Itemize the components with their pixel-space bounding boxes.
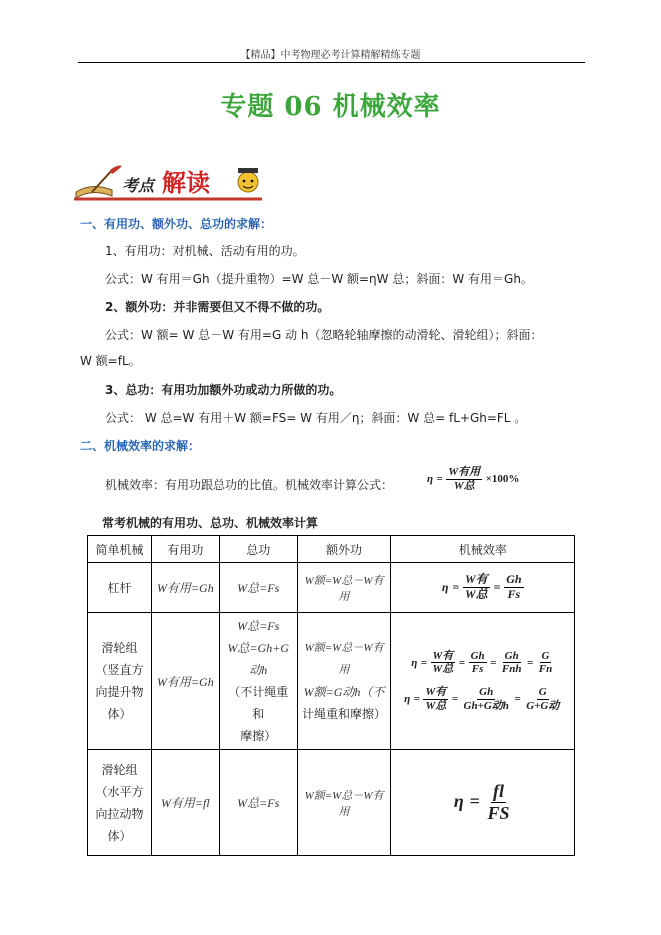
cell-line: W额=G动h（不: [303, 685, 385, 699]
eff-num: W有: [425, 686, 447, 698]
eff-den: W总: [432, 663, 454, 676]
fraction-numerator: W有用: [448, 466, 481, 478]
banner-part2: 解读: [162, 168, 210, 197]
table-row: [88, 563, 575, 613]
table-header-row: [88, 536, 575, 563]
extra-work-cell: W额=W总－W有用: [297, 750, 391, 856]
eff-num: Gh: [506, 572, 522, 587]
eff-fraction: [486, 781, 512, 823]
eta-symbol: η: [427, 473, 434, 486]
header-cell: 简单机械: [88, 536, 152, 563]
eff-den: W总: [465, 587, 488, 601]
eff-token: =: [420, 656, 428, 669]
eff-token: =: [490, 656, 497, 669]
cell-line: W总=Fs: [237, 619, 280, 633]
eff-token: =: [452, 580, 460, 594]
total-work-cell: W总=Fs: [219, 750, 297, 856]
eff-token: =: [469, 791, 480, 812]
eff-token: =: [493, 580, 501, 594]
header-divider: [78, 62, 585, 63]
page-header: 【精品】中考物理必考计算精解精练专题: [240, 50, 421, 61]
section2-heading: 二、机械效率的求解：: [80, 439, 201, 453]
equals-sign: =: [436, 473, 443, 486]
item3-formula: 公式： W 总=W 有用＋W 额=FS= W 有用／η；斜面：W 总= fL+Gh=FL 。: [105, 411, 527, 425]
table-row: [88, 613, 575, 750]
smiley-graduate-icon: [238, 172, 258, 192]
eff-den: FS: [487, 803, 510, 823]
cell-line: （不计绳重和: [228, 685, 289, 721]
cell-line: （水平方: [95, 784, 144, 799]
kaodian-banner: [72, 162, 268, 202]
efficiency-fraction: [446, 466, 482, 492]
extra-work-cell: [297, 613, 391, 750]
eff-num: G: [541, 649, 550, 662]
eff-token: η: [441, 580, 449, 594]
cell-line: 计绳重和摩擦）: [302, 707, 387, 721]
eff-fraction: [537, 650, 554, 676]
table-title: 常考机械的有用功、总功、机械效率计算: [102, 516, 319, 530]
eff-token: η: [411, 656, 418, 669]
eff-fraction: [423, 686, 448, 712]
banner-part1: 考点: [122, 176, 155, 195]
cell-line: 向提升物: [95, 685, 144, 699]
eff-token: η: [404, 693, 411, 706]
efficiency-formula: [427, 466, 519, 492]
machine-cell: 杠杆: [88, 563, 152, 613]
eff-token: =: [413, 693, 420, 706]
eff-num: W有: [465, 572, 488, 587]
table-row: [88, 750, 575, 856]
cell-line: 体）: [107, 707, 132, 721]
eff-fraction: [504, 573, 523, 602]
machine-cell: [88, 613, 152, 750]
efficiency-cell: [391, 750, 575, 856]
item2-title: 2、额外功：并非需要但又不得不做的功。: [105, 300, 330, 314]
item2-formula-a: 公式：W 额= W 总－W 有用=G 动 h（忽略轮轴摩擦的动滑轮、滑轮组）；斜面：: [105, 328, 543, 342]
eff-num: fl: [493, 781, 505, 802]
percent-tail: ×100%: [485, 473, 520, 486]
cell-line: 向拉动物: [95, 806, 144, 821]
machine-cell: [88, 750, 152, 856]
cell-line: （竖直方: [95, 663, 144, 677]
eff-den: Fnh: [501, 663, 522, 676]
cell-line: 体）: [107, 828, 132, 843]
eff-fraction: [524, 686, 561, 712]
eff-den: Fs: [471, 663, 484, 676]
cell-line: 滑轮组: [101, 641, 138, 655]
eff-fraction: [431, 650, 456, 676]
eff-fraction: [469, 650, 487, 676]
cell-line: 滑轮组: [101, 762, 138, 777]
eff-fraction: [462, 686, 511, 712]
eff-den: Gh+G动h: [463, 699, 509, 712]
eff-den: G+G动: [526, 699, 560, 712]
eff-num: G: [538, 686, 547, 698]
eff-den: Fs: [507, 587, 521, 601]
page-title: 专题 06 机械效率: [220, 92, 441, 122]
eff-den: Fn: [538, 663, 553, 676]
item3-title: 3、总功：有用功加额外功或动力所做的功。: [105, 383, 342, 397]
fraction-denominator: W总: [453, 479, 475, 492]
efficiency-cell: [391, 563, 575, 613]
header-cell: 机械效率: [391, 536, 575, 563]
eff-token: =: [527, 656, 534, 669]
mechanics-table: [87, 535, 575, 856]
eff-line-a: [394, 650, 571, 676]
cell-line: W额=W总－W有用: [304, 642, 384, 676]
eff-num: Gh: [479, 686, 494, 698]
header-cell: 总功: [219, 536, 297, 563]
eff-den: W总: [425, 699, 447, 712]
eff-token: =: [514, 693, 521, 706]
eff-num: Gh: [504, 649, 519, 662]
useful-work-cell: W有用=Gh: [151, 563, 219, 613]
eff-num: W有: [432, 649, 454, 662]
cell-line: W总=Gh+G动h: [227, 641, 289, 677]
item1-title: 1、有用功：对机械、活动有用的功。: [105, 244, 305, 258]
item2-formula-b: W 额=fL。: [80, 354, 141, 368]
eff-fraction: [500, 650, 524, 676]
total-work-cell: W总=Fs: [219, 563, 297, 613]
item1-formula: 公式：W 有用＝Gh（提升重物）=W 总－W 额=ηW 总；斜面：W 有用＝Gh。: [105, 272, 533, 286]
eff-token: =: [451, 693, 458, 706]
eff-token: =: [458, 656, 466, 669]
cell-line: 摩擦）: [240, 729, 277, 743]
useful-work-cell: W有用=Gh: [151, 613, 219, 750]
header-cell: 额外功: [297, 536, 391, 563]
header-cell: 有用功: [151, 536, 219, 563]
useful-work-cell: W有用=fl: [151, 750, 219, 856]
efficiency-cell: [391, 613, 575, 750]
eff-token: η: [453, 791, 464, 812]
eff-fraction: [463, 573, 490, 602]
eff-line-b: [394, 686, 571, 712]
efficiency-definition: 机械效率：有用功跟总功的比值。机械效率计算公式：: [105, 478, 394, 492]
eff-num: Gh: [470, 649, 485, 662]
total-work-cell: [219, 613, 297, 750]
section1-heading: 一、有用功、额外功、总功的求解：: [80, 217, 273, 231]
extra-work-cell: W额=W总－W有用: [297, 563, 391, 613]
